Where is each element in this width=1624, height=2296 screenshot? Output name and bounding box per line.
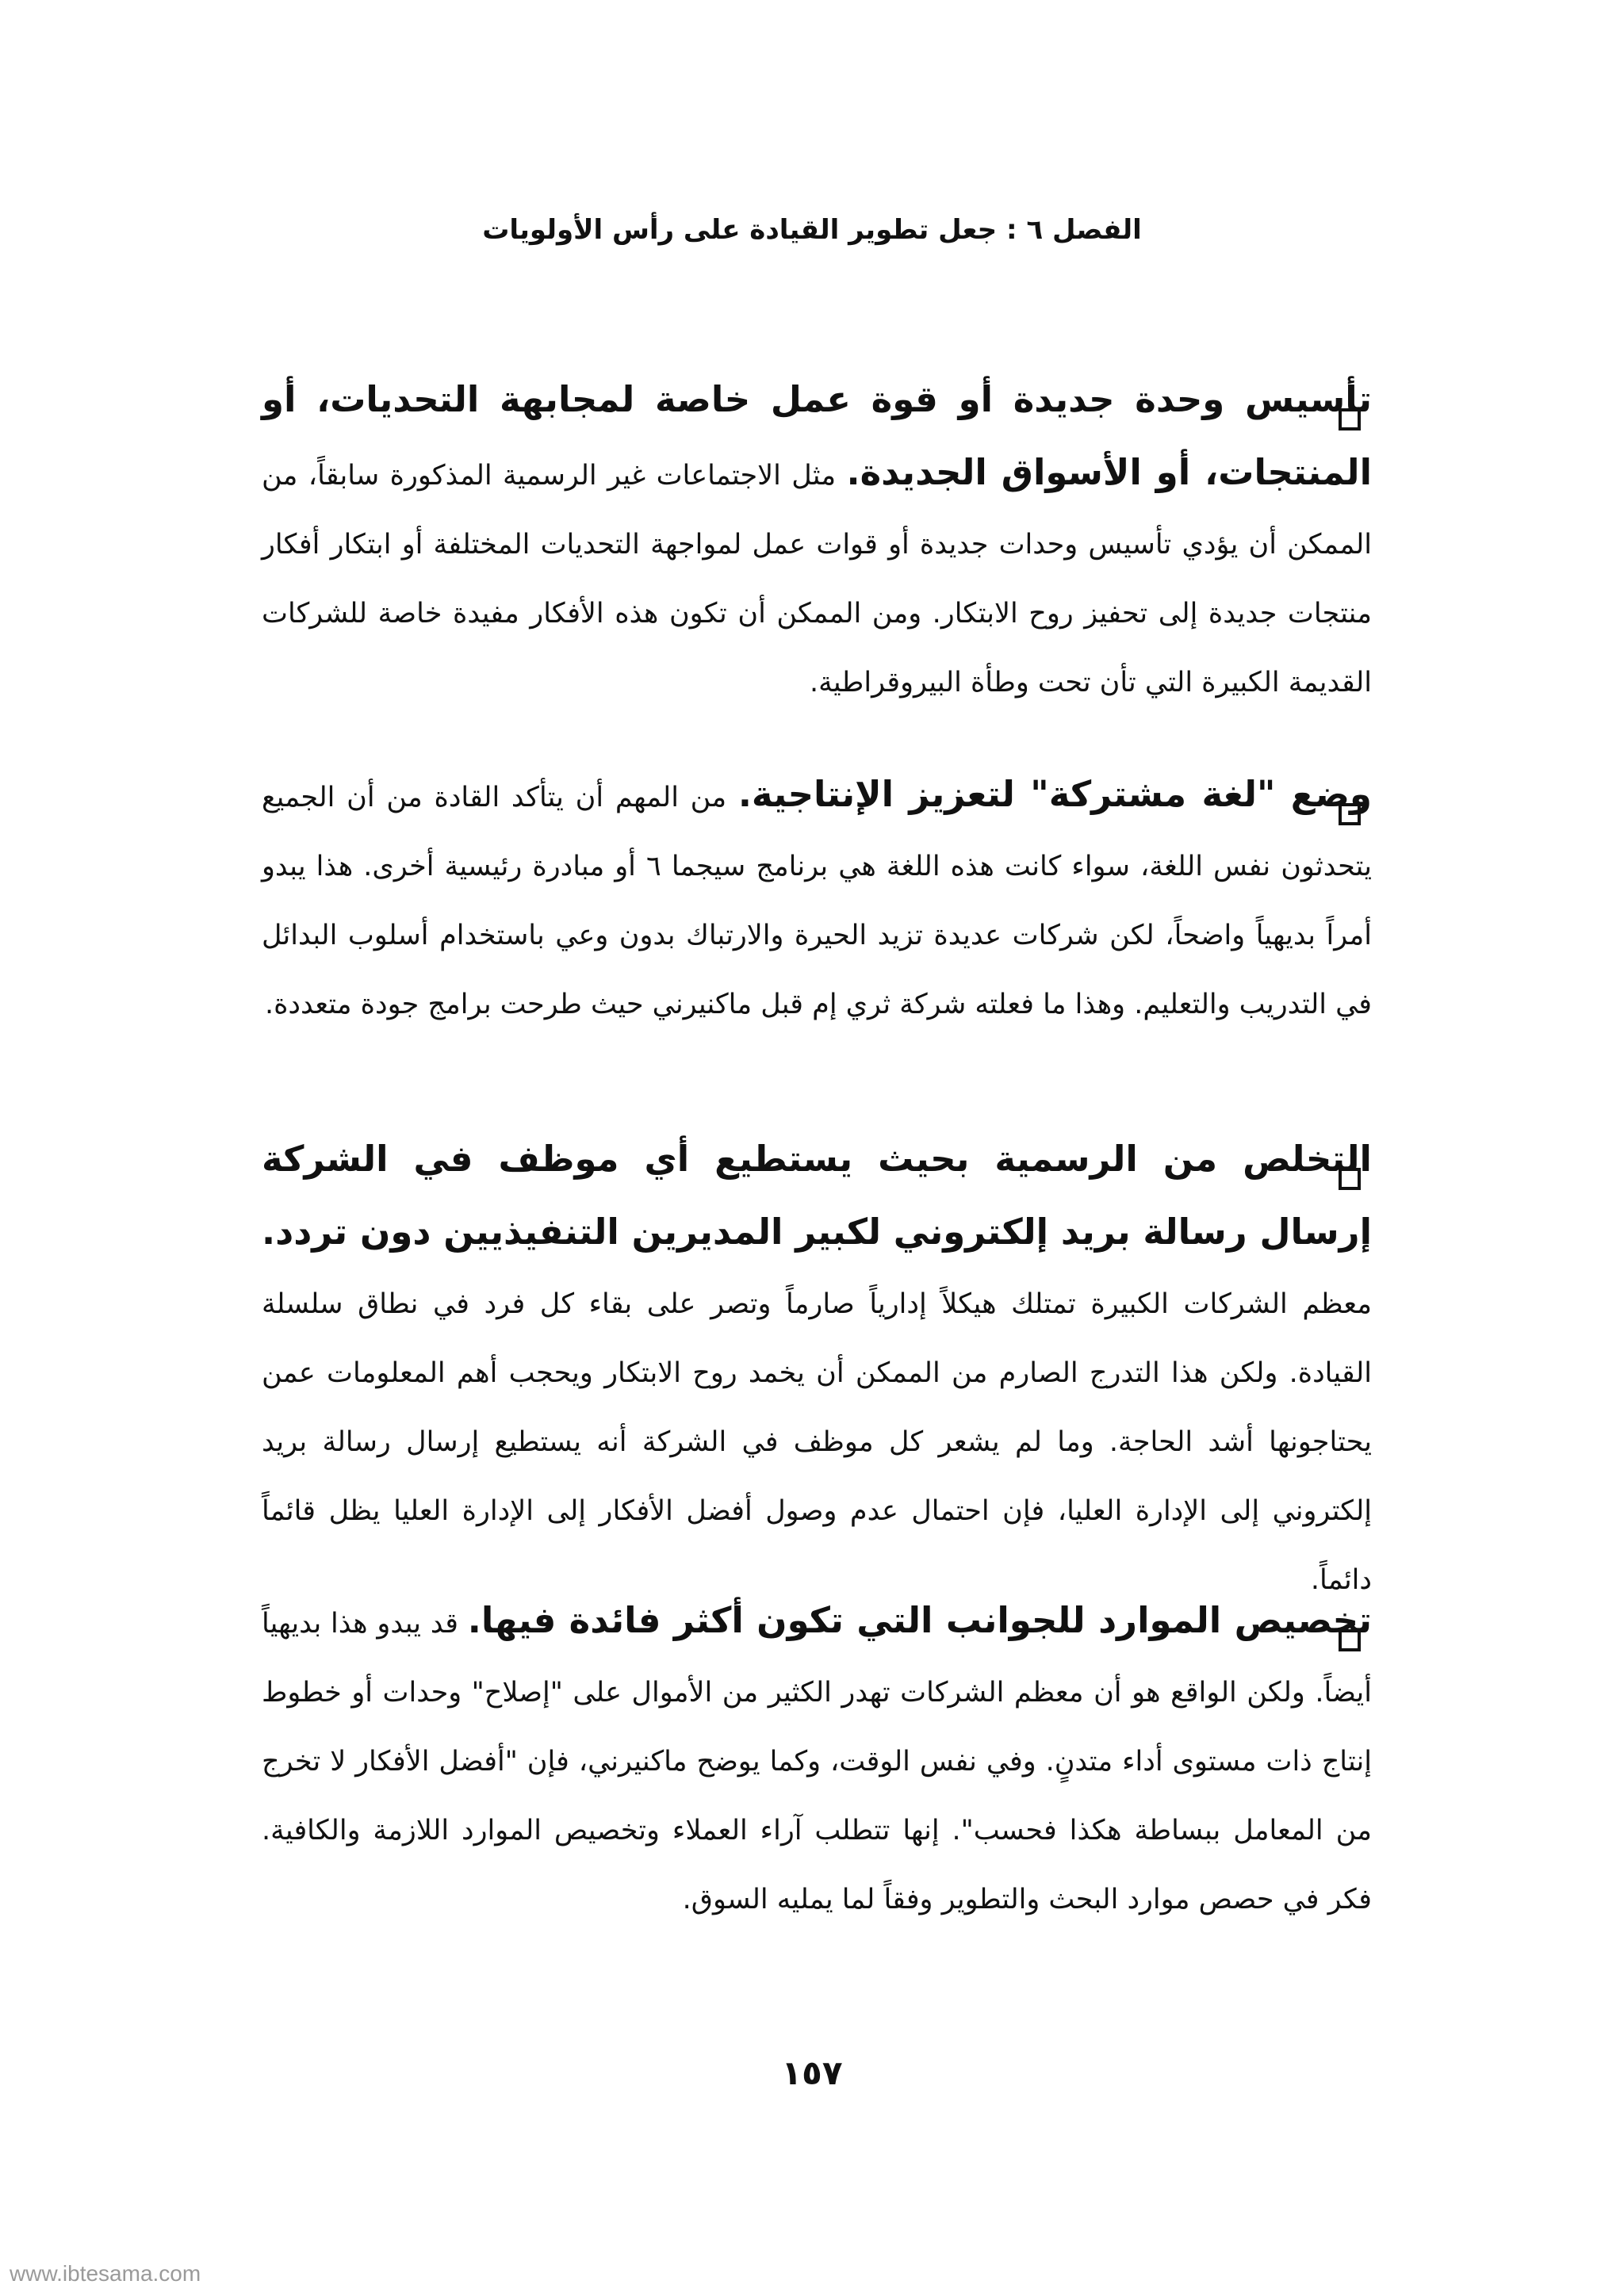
item-body: من المهم أن يتأكد القادة من أن الجميع يتحدثون نفس اللغة، سواء كانت هذه اللغة هي برنامج سيجما ٦ أو مبادرة رئيسية أخرى. هذا يبدو أمراً بديهياً واضحاً، لكن شركات عديدة تزيد الحيرة والارتباك بدون وعي باستخدام أسلوب البدائل في التدريب والتعليم. وهذا ما فعلته شركة ثري إم قبل ماكنيرني حيث طرحت برامج جودة متعددة. [262,782,1372,1020]
list-item [262,760,1372,1039]
item-heading: تخصيص الموارد للجوانب التي تكون أكثر فائدة فيها. [467,1599,1372,1641]
list-item [262,1586,1372,1934]
item-body: معظم الشركات الكبيرة تمتلك هيكلاً إدارياً صارماً وتصر على بقاء كل فرد في نطاق سلسلة القيادة. ولكن هذا التدرج الصارم من الممكن أن يخمد روح الابتكار ويحجب أهم المعلومات عمن يحتاجونها أشد الحاجة. وما لم يشعر كل موظف في الشركة أنه يستطيع إرسال رسالة بريد إلكتروني إلى الإدارة العليا، فإن احتمال عدم وصول أفضل الأفكار إلى الإدارة العليا يظل قائماً دائماً. [262,1288,1372,1596]
item-heading: وضع "لغة مشتركة" لتعزيز الإنتاجية. [737,773,1372,815]
item-body: مثل الاجتماعات غير الرسمية المذكورة سابقاً، من الممكن أن يؤدي تأسيس وحدات جديدة أو قوات عمل لمواجهة التحديات المختلفة أو ابتكار أفكار منتجات جديدة إلى تحفيز روح الابتكار. ومن الممكن أن تكون هذه الأفكار مفيدة خاصة للشركات القديمة الكبيرة التي تأن تحت وطأة البيروقراطية. [262,460,1372,698]
list-item [262,365,1372,718]
watermark: www.ibtesama.com [10,2261,201,2286]
item-body: قد يبدو هذا بديهياً أيضاً. ولكن الواقع هو أن معظم الشركات تهدر الكثير من الأموال على "إصلاح" وحدات أو خطوط إنتاج ذات مستوى أداء متدنٍ. وفي نفس الوقت، وكما يوضح ماكنيرني، فإن "أفضل الأفكار لا تخرج من المعامل ببساطة هكذا فحسب". إنها تتطلب آراء العملاء وتخصيص الموارد اللازمة والكافية. فكر في حصص موارد البحث والتطوير وفقاً لما يمليه السوق. [262,1608,1372,1915]
item-heading: التخلص من الرسمية بحيث يستطيع أي موظف في الشركة إرسال رسالة بريد إلكتروني لكبير المديرين التنفيذيين دون تردد. [262,1138,1372,1253]
item-heading: تأسيس وحدة جديدة أو قوة عمل خاصة لمجابهة التحديات، أو المنتجات، أو الأسواق الجديدة. [262,378,1372,493]
page-number: ١٥٧ [781,2053,843,2092]
running-header: الفصل ٦ : جعل تطوير القيادة على رأس الأولويات [482,214,1142,246]
list-item [262,1124,1372,1615]
